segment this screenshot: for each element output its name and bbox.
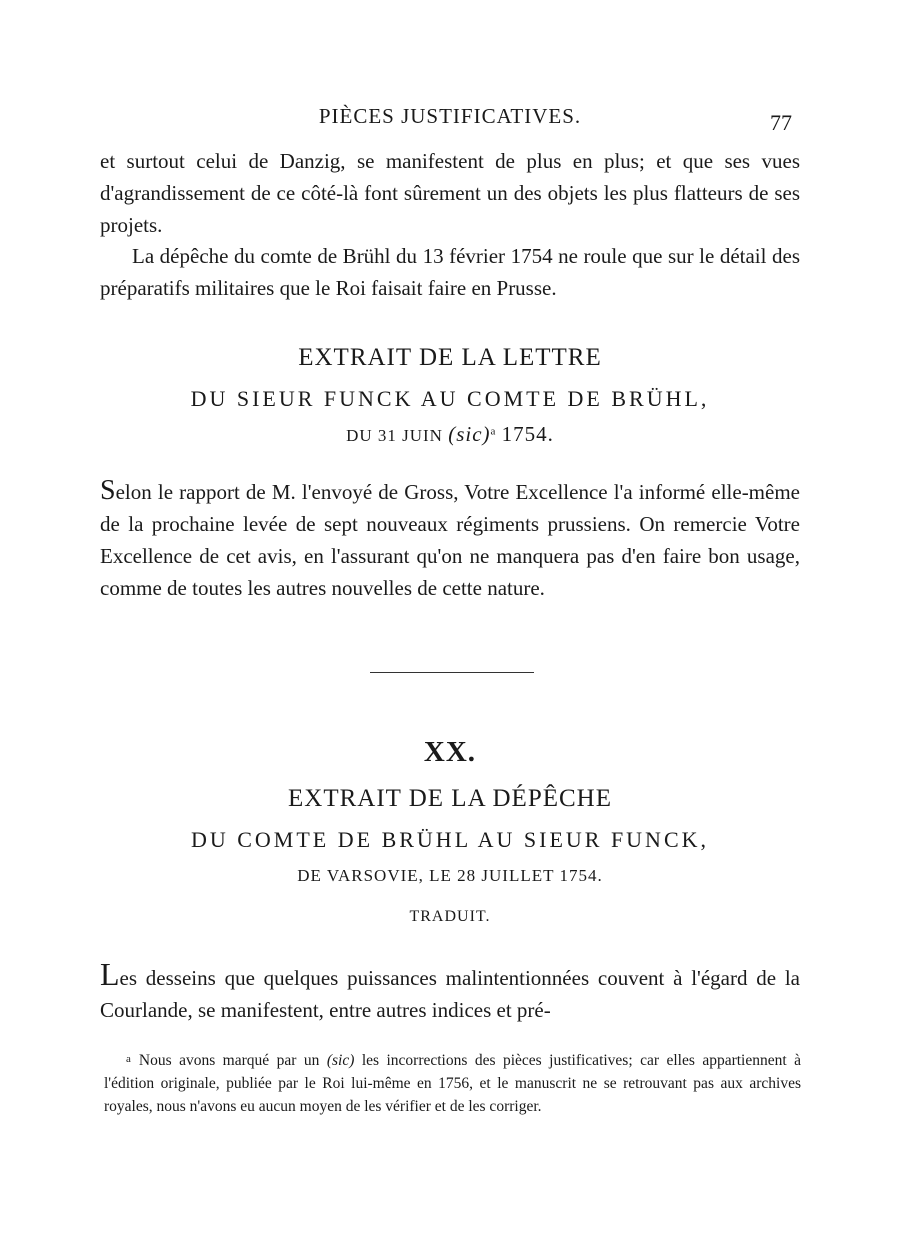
- extract-title: EXTRAIT DE LA LETTRE: [298, 344, 602, 371]
- page-number: 77: [770, 110, 792, 135]
- section-date: DE VARSOVIE, LE 28 JUILLET 1754.: [297, 866, 603, 885]
- extract-body: [100, 476, 800, 604]
- extract-body-text: elon le rapport de M. l'envoyé de Gross, Votre Excellence l'a informé elle-même de la prochaine levée de sept nouveaux régiments prussiens. On remercie Votre Excellence de cet avis, en l'assurant qu'on ne manquera pas d'en faire bon usage, comme de toutes les autres nouvelles de cette nature.: [100, 480, 800, 600]
- section-title: EXTRAIT DE LA DÉPÊCHE: [288, 785, 612, 812]
- section-body-initial: L: [100, 956, 120, 992]
- extract-subtitle: DU SIEUR FUNCK AU COMTE DE BRÜHL,: [190, 386, 710, 411]
- section-body-text: es desseins que quelques puissances malintentionnées couvent à l'égard de la Courlande, se manifestent, entre autres indices et pré-: [100, 966, 800, 1022]
- running-title: PIÈCES JUSTIFICATIVES.: [318, 104, 582, 128]
- footnote-sic: (sic): [326, 1052, 355, 1069]
- extract-date: [0, 422, 900, 447]
- section-subtitle: DU COMTE DE BRÜHL AU SIEUR FUNCK,: [190, 827, 710, 852]
- footnote-text-before: Nous avons marqué par un: [138, 1052, 320, 1069]
- extract-body-initial: S: [100, 475, 116, 506]
- footnote: [104, 1048, 801, 1118]
- paragraph-depeche-note: La dépêche du comte de Brühl du 13 février 1754 ne roule que sur le détail des préparatifs militaires que le Roi faisait faire en Prusse.: [100, 244, 800, 300]
- section-numeral: XX.: [423, 736, 477, 768]
- section-divider: [370, 672, 534, 673]
- paragraph-continuation: et surtout celui de Danzig, se manifestent de plus en plus; et que ses vues d'agrandissement de ce côté-là font sûrement un des objets les plus flatteurs de ses projets.: [100, 149, 800, 237]
- extract-date-sic: (sic): [448, 422, 491, 446]
- footnote-reference-mark: a: [490, 425, 497, 438]
- extract-date-prefix: DU 31 JUIN: [346, 426, 443, 445]
- extract-date-year: 1754.: [501, 422, 554, 446]
- section-body: [100, 956, 800, 1026]
- section-translation-note: TRADUIT.: [409, 908, 491, 925]
- footnote-mark: a: [126, 1053, 131, 1065]
- footnote-text-after: les incorrections des pièces justificatives; car elles appartiennent à l'édition originale, publiée par le Roi lui-même en 1756, et le manuscrit ne se retrouvant pas aux archives royales, nous n'avons eu aucun moyen de les vérifier et de les corriger.: [104, 1052, 802, 1115]
